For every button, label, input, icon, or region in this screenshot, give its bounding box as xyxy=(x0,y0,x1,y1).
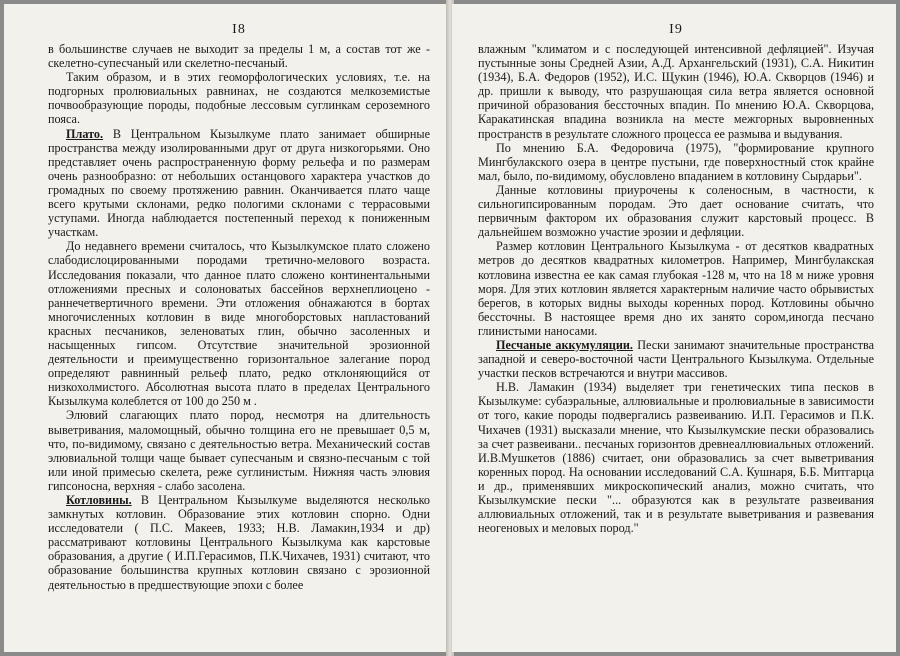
paragraph-text: влажным "климатом и с последующей интенсивной дефляцией". Изучая пустынные зоны Средней Азии, А.Д. Архангельский (1931), С.А. Никитин (1934), Б.А. Федоров (1952), И.С. Щукин (1946), Ю.А. Скворцов (1946) и др. пришли к выводу, что разрушающая сила ветра является основной причиной образования бессточных впадин. По мнению Ю.А. Скворцова, Каракатинская впадина возникла на месте межгорных выровненных пространств в результате сложного процесса ее размыва и выдувания. xyxy=(478,42,874,141)
paragraph-text: Размер котловин Центрального Кызылкума - от десятков квадратных метров до десятков квадратных километров. Например, Мингбулакская котловина известна ее как самая глубокая -128 м, что на 18 м ниже уровня моря. Для этих котловин является характерным наличие часто обрывистых берегов, в которых видны выходы коренных пород. Котловины обычно бессточны. В настоящее время дно их занято сором,иногда песчано глинистыми наносами. xyxy=(478,239,874,338)
paragraph xyxy=(48,493,430,592)
paragraph-text: В Центральном Кызылкуме плато занимает обширные пространства между изолированными друг от друга низкогорьями. Оно представляет очень распространенную форму рельефа и по размерам очень разнообразно: от небольших останцового характера участков до громадных по своему протяжению равнин. Оканчивается плато чаще всего крутыми склонами, редко пологими склонами с террасовыми уступами. Иногда наблюдается постепенный переход к пониженным участкам. xyxy=(48,126,430,240)
paragraph xyxy=(48,42,430,70)
paragraph-text: По мнению Б.А. Федоровича (1975), "формирование крупного Мингбулакского озера в центре пустыни, где поверхностный сток крайне мал, было, по-видимому, обусловлено впаданием в котловину Сырдарьи". xyxy=(478,140,874,183)
paragraph xyxy=(478,239,874,338)
page-number-right: I9 xyxy=(669,22,683,37)
paragraph-text: До недавнего времени считалось, что Кызылкумское плато сложено слабодислоцированными породами третично-мелового возраста. Исследования показали, что данное плато сложено континентальными отложениями пресных и солоноватых бассейнов верхнеплиоцено - раннечетвертичного времени. Эти отложения обнажаются в бортах многочисленных котловин в виде многоборстовых напластований красных песчаников, зеленоватых глин, обычно засоленных и насыщенных гипсом. Отсутствие значительной эрозионной деятельности и преимущественно горизонтальное залегание пород определяют равнинный рельеф плато, редко отклоняющийся от низкохолмистого. Абсолютная высота плато в пределах Центрального Кызылкума колеблется от 100 до 250 м . xyxy=(48,239,430,409)
paragraph-text: Данные котловины приурочены к соленосным, в частности, к сильногипсированным породам. Это дает основание считать, что первичным фактором их образования служит карстовый процесс. В дальнейшем возможно участие эрозии и дефляции. xyxy=(478,182,874,240)
paragraph-text: В Центральном Кызылкуме выделяются несколько замкнутых котловин. Образование этих котловин спорно. Одни исследователи ( П.С. Макеев, 1933; Н.В. Ламакин,1934 и др) рассматривают котловины Центрального Кызылкума как карстовые образования, а другие ( И.П.Герасимов, П.К.Чихачев, 1931) считают, что образование большинства крупных котловин связано с эрозионной деятельностью в предшествующие эпохи с более xyxy=(48,493,430,592)
paragraph xyxy=(48,70,430,126)
paragraph-text: Таким образом, и в этих геоморфологических условиях, т.е. на подгорных пролювиальных равнинах, не создаются мелкоземистые почвообразующие породы, подобные лессовым суглинкам сероземного пояса. xyxy=(48,70,430,127)
section-heading: Плато. xyxy=(66,126,104,141)
left-page-body xyxy=(48,42,430,592)
section-heading: Песчаные аккумуляции. xyxy=(496,337,633,352)
paragraph xyxy=(48,408,430,493)
paragraph xyxy=(478,338,874,380)
paragraph-text: Н.В. Ламакин (1934) выделяет три генетических типа песков в Кызылкуме: субаэральные, аллювиальные и пролювиальные в зависимости от того, какие породы подвергались развеиванию. И.П. Герасимов и П.К. Чихачев (1931) высказали мнение, что Кызылкумские пески образовались за счет развеивани.. песчаных горизонтов древнеаллювиальных отложений. И.В.Мушкетов (1886) считает, они образовались за счет выветривания коренных пород. На основании исследований С.А. Кушнаря, Б.Б. Митгарца и др., применявших микроскопический анализ, можно считать, что Кызылкумские пески "... образуются как в результате развеивания аллювиальных отложений, так и в результате выветривания и развевания неогеновых и меловых пород." xyxy=(478,380,874,536)
paragraph xyxy=(48,239,430,408)
left-page xyxy=(4,4,448,652)
paragraph-text: в большинстве случаев не выходит за пределы 1 м, а состав тот же - скелетно-супесчаный или скелетно-песчаный. xyxy=(48,42,430,71)
right-page xyxy=(452,4,896,652)
paragraph xyxy=(48,127,430,240)
paragraph xyxy=(478,141,874,183)
paragraph xyxy=(478,183,874,239)
paragraph-text: Элювий слагающих плато пород, несмотря на длительность выветривания, маломощный, обычно толщина его не превышает 0,5 м, что, по-видимому, связано с деятельностью ветра. Механический состав элювиальной толщи чаще бывает супесчаным и связно-песчаным с той или иной примесью скелета, реже суглинистым. Нижняя часть элювия гипсоносна, верхняя - слабо засолена. xyxy=(48,408,430,493)
right-page-body xyxy=(478,42,874,535)
paragraph xyxy=(478,42,874,141)
section-heading: Котловины. xyxy=(66,493,132,507)
page-number-left: I8 xyxy=(232,22,246,37)
paragraph xyxy=(478,380,874,535)
paragraph-text: Пески занимают значительные пространства западной и северо-восточной части Центрального Кызылкума. Отдельные участки песков встречаются и внутри массивов. xyxy=(478,337,874,381)
